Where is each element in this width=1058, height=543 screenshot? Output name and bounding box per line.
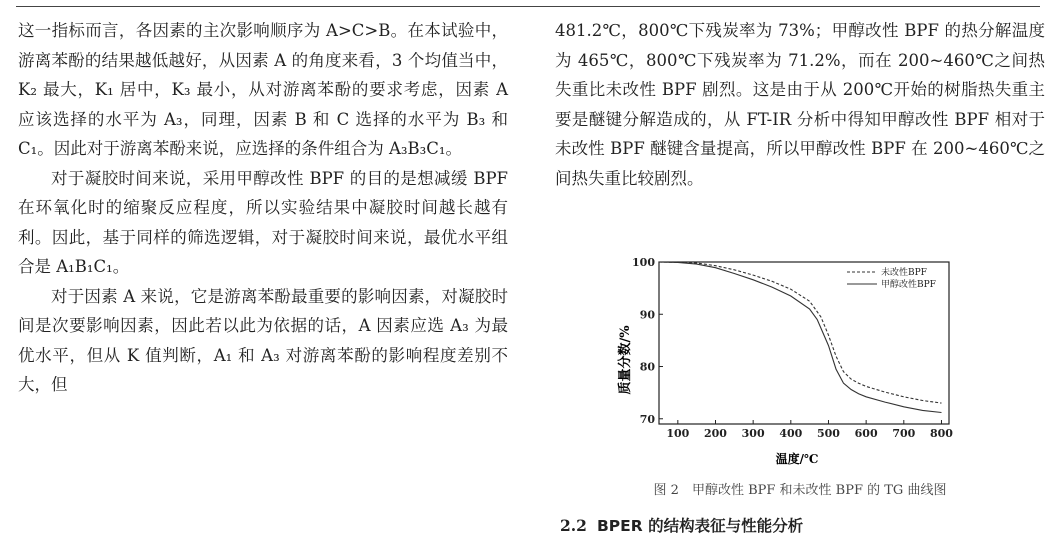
paragraph: 对于因素 A 来说，它是游离苯酚最重要的影响因素，对凝胶时间是次要影响因素，因此若以此为依据的话，A 因素应选 A₃ 为最优水平，但从 K 值判断，A₁ 和 A₃ 对游离苯酚的影响程度差别不大，但 [18, 286, 508, 394]
x-tick-label: 700 [892, 427, 916, 440]
x-tick-label: 300 [741, 427, 765, 440]
section-number: 2.2 [560, 516, 587, 535]
paragraph: 481.2℃，800℃下残炭率为 73%；甲醇改性 BPF 的热分解温度为 465℃，800℃下残炭率为 71.2%，而在 200~460℃之间热失重比未改性 BPF 剧烈。这是由于从 200℃开始的树脂热失重主要是醚键分解造成的，从 FT-IR 分析中得知甲醇改性 BPF 相对于未改性 BPF 醚键含量提高，所以甲醇改性 BPF 在 200~460℃之间热失重比较剧烈。 [555, 21, 1045, 188]
paragraph: 对于凝胶时间来说，采用甲醇改性 BPF 的目的是想减缓 BPF 在环氧化时的缩聚反应程度，所以实验结果中凝胶时间越长越有利。因此，基于同样的筛选逻辑，对于凝胶时间来说，最优水平组合是 A₁B₁C₁。 [18, 168, 508, 276]
figure-caption: 图 2 甲醇改性 BPF 和未改性 BPF 的 TG 曲线图 [653, 483, 947, 498]
x-tick-label: 100 [666, 427, 690, 440]
x-tick-label: 800 [929, 427, 953, 440]
x-tick-label: 500 [816, 427, 840, 440]
y-tick-label: 80 [639, 360, 655, 374]
x-tick-label: 600 [854, 427, 878, 440]
x-tick-label: 200 [704, 427, 727, 440]
legend-label: 甲醇改性BPF [881, 280, 936, 290]
x-tick-label: 400 [779, 427, 803, 440]
left-column [18, 16, 508, 400]
header-rule [16, 6, 1040, 7]
y-tick-label: 70 [639, 412, 655, 426]
y-axis-label: 质量分数/% [618, 325, 633, 395]
x-axis-label: 温度/℃ [775, 452, 819, 466]
tg-chart-svg [607, 252, 973, 467]
legend-label: 未改性BPF [881, 268, 927, 278]
section-heading [560, 514, 803, 536]
tg-chart [607, 252, 973, 467]
right-column [555, 16, 1045, 193]
paragraph: 这一指标而言，各因素的主次影响顺序为 A>C>B。在本试验中，游离苯酚的结果越低越好，从因素 A 的角度来看，3 个均值当中，K₂ 最大，K₁ 居中，K₃ 最小，从对游离苯酚的要求考虑，因素 A 应该选择的水平为 A₃，同理，因素 B 和 C 选择的水平为 B₃ 和 C₁。因此对于游离苯酚来说，应选择的条件组合为 A₃B₃C₁。 [18, 21, 508, 158]
y-tick-label: 90 [639, 308, 655, 322]
y-tick-label: 100 [632, 256, 655, 269]
section-title: BPER 的结构表征与性能分析 [596, 517, 804, 535]
